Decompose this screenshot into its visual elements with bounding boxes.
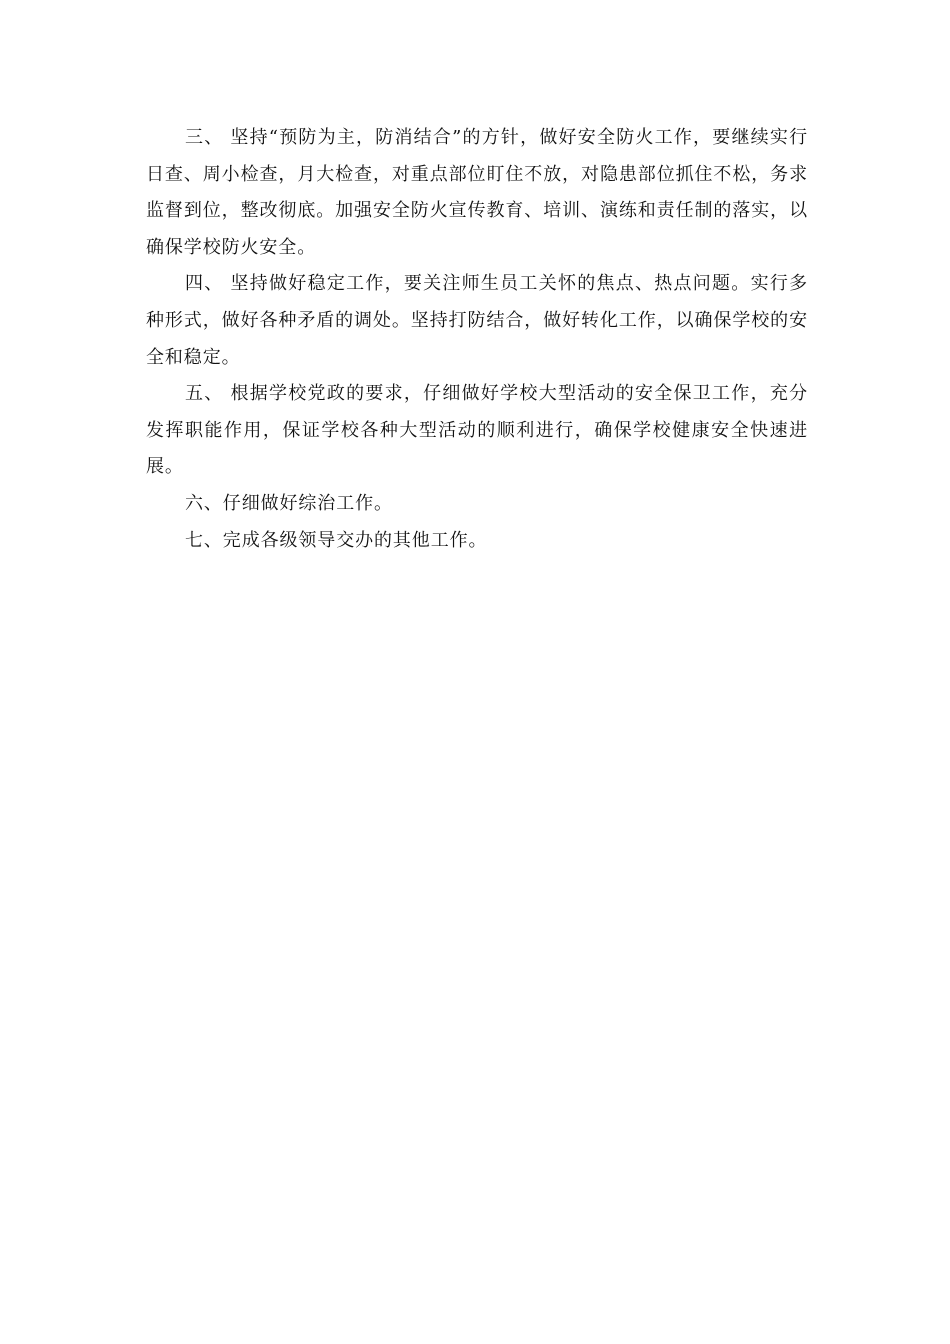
paragraph-item-7: 七、完成各级领导交办的其他工作。 <box>185 529 488 551</box>
paragraph-item-4: 四、 坚持做好稳定工作，要关注师生员工关怀的焦点、热点问题。实行多种形式，做好各种矛盾的调处。坚持打防结合，做好转化工作，以确保学校的安全和稳定。 <box>146 273 808 368</box>
paragraph-item-3: 三、 坚持“预防为主，防消结合”的方针，做好安全防火工作，要继续实行日查、周小检查，月大检查，对重点部位盯住不放，对隐患部位抓住不松，务求监督到位，整改彻底。加强安全防火宣传教育、培训、演练和责任制的落实，以确保学校防火安全。 <box>146 127 808 258</box>
paragraph-item-6: 六、仔细做好综治工作。 <box>185 492 393 514</box>
document-body <box>146 120 808 559</box>
paragraph-item-5: 五、 根据学校党政的要求，仔细做好学校大型活动的安全保卫工作，充分发挥职能作用，保证学校各种大型活动的顺利进行，确保学校健康安全快速进展。 <box>146 383 808 478</box>
